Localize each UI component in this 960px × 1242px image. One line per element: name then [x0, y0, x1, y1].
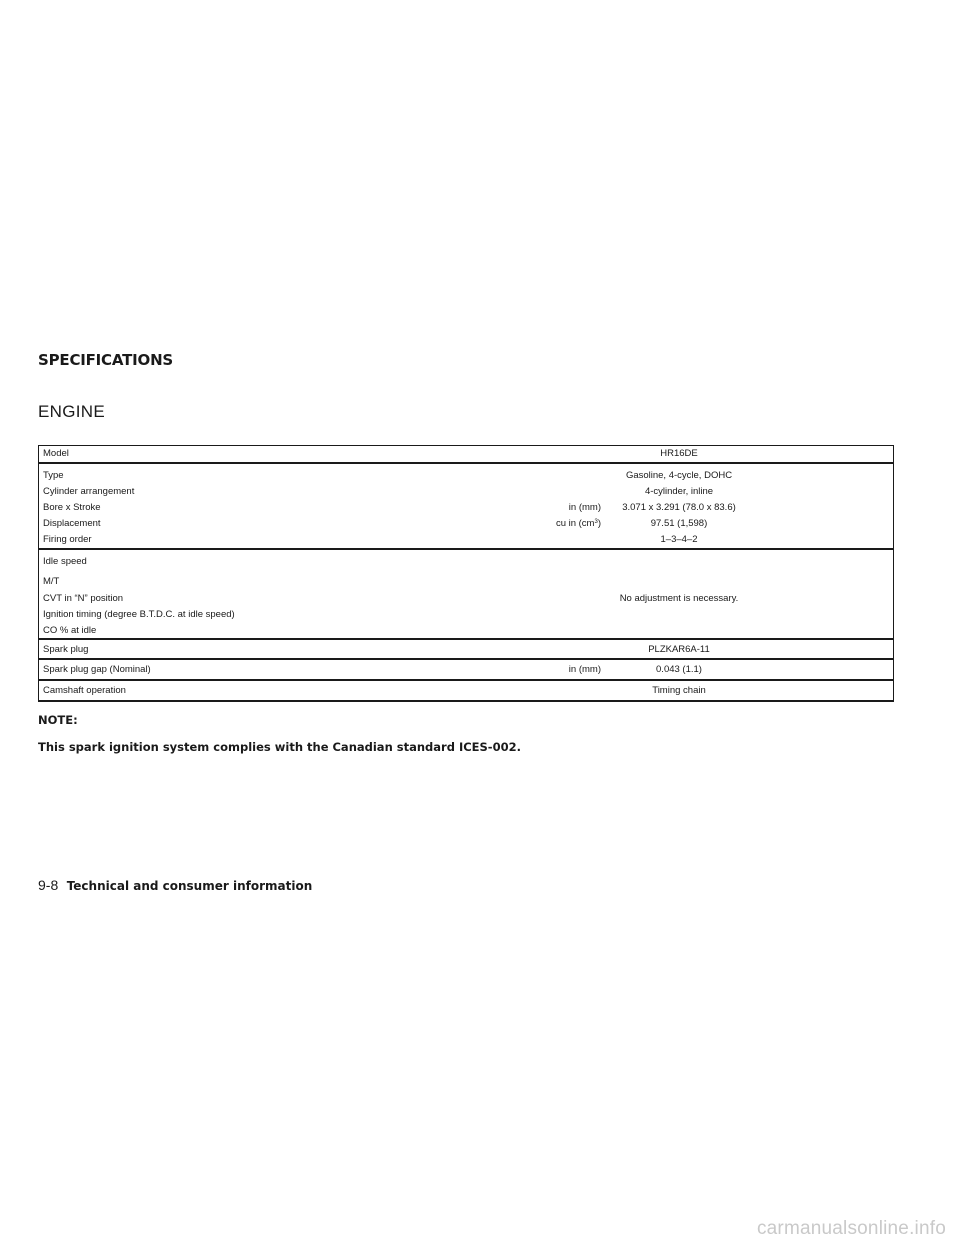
row-label: CO % at idle	[43, 625, 97, 636]
row-value: HR16DE	[660, 448, 698, 459]
row-label: Cylinder arrangement	[43, 486, 135, 497]
note-title: NOTE:	[38, 713, 78, 727]
row-label: Spark plug	[43, 644, 89, 655]
row-label: Bore x Stroke	[43, 502, 101, 513]
row-label: Firing order	[43, 534, 92, 545]
table-row	[39, 484, 893, 500]
row-label: CVT in “N” position	[43, 593, 124, 604]
footer-title: Technical and consumer information	[66, 879, 313, 893]
row-label: Model	[43, 448, 69, 459]
subsection-title: ENGINE	[38, 402, 105, 421]
page-footer	[38, 877, 312, 895]
row-label: Camshaft operation	[43, 685, 126, 696]
table-row-camshaft	[39, 679, 893, 700]
row-label: Type	[43, 470, 64, 481]
row-value: 3.071 x 3.291 (78.0 x 83.6)	[622, 502, 736, 513]
row-label: Spark plug gap (Nominal)	[43, 664, 151, 675]
note-text: This spark ignition system complies with the Canadian standard ICES-002.	[38, 740, 521, 754]
table-row-spark-plug	[39, 638, 893, 658]
row-unit: in (mm)	[568, 502, 601, 513]
table-row-model	[39, 446, 893, 462]
table-row-spark-plug-gap	[39, 658, 893, 679]
row-label: Displacement	[43, 518, 101, 529]
table-row	[39, 500, 893, 516]
row-value: 1–3–4–2	[660, 534, 698, 545]
row-label: Idle speed	[43, 556, 87, 567]
row-unit: cu in $(cm^3)$	[555, 518, 601, 529]
table-row	[39, 468, 893, 484]
table-row	[39, 532, 893, 548]
row-value: 4-cylinder, inline	[644, 486, 714, 497]
row-value: 97.51 (1,598)	[650, 518, 708, 529]
row-label: M/T	[43, 576, 60, 587]
row-value: No adjustment is necessary.	[619, 593, 739, 604]
table-group-idle	[39, 548, 893, 638]
section-title: SPECIFICATIONS	[38, 351, 174, 369]
table-row	[39, 516, 893, 532]
table-group-general	[39, 462, 893, 548]
engine-spec-table	[38, 445, 894, 702]
row-unit: in (mm)	[568, 664, 601, 675]
row-value: Timing chain	[652, 685, 706, 696]
row-value: 0.043 (1.1)	[656, 664, 702, 675]
row-value: PLZKAR6A-11	[648, 644, 710, 655]
watermark: carmanualsonline.info	[756, 1218, 946, 1239]
row-value: Gasoline, 4-cycle, DOHC	[625, 470, 733, 481]
page-number: 9-8	[38, 877, 59, 893]
row-label: Ignition timing (degree B.T.D.C. at idle speed)	[43, 609, 235, 620]
